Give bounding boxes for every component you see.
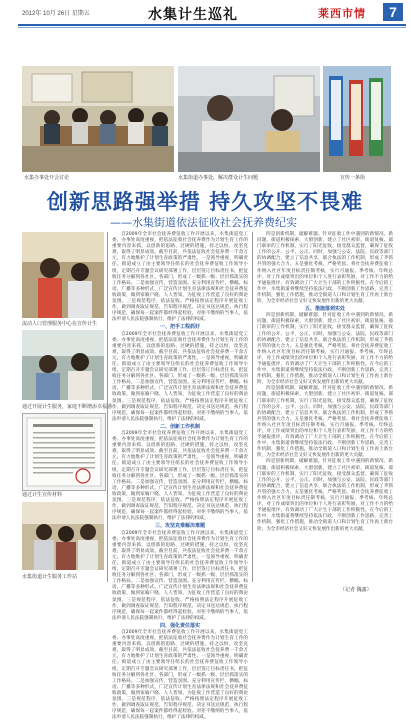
article-column-1-text: 自2009年全市社会抚养费征收工作开展以来，水集街道党工委、办事处高度重视，把依法征收社会抚养费作为计划生育工作的重要内容来抓，以创新的思路、过硬的措施，持之以恒，攻坚克难，取得了明显成效。截至目前，共依法征收社会抚养费一千余万元，有力地维护了计划生育政策的严肃性。一是领导重视，明确责任。街道成立了由主要领导任组长的社会抚养费征收工作领导小组，定期召开专题会议研究部署工作，层层签订目标责任书，把征收任务分解到各社区、各部门，形成了一级抓一级、层层抓落实的工作格局。二是加强宣传，营造氛围。充分利用宣传栏、横幅、标语、广播等多种形式，广泛宣传计划生育法律法规和社会抚养费征收政策，做到家喻户晓、人人皆知，为征收工作营造了良好的舆论氛围。三是规范程序，依法征收。严格按照法定程序开展征收工作，做到调查取证规范、告知程序规范、决定书送达规范、执行程序规范，确保每一起案件都经得起检验。对拒不缴纳的当事人，依法申请人民法院强制执行，维护了法律的权威。 [112,232,248,323]
photo-service [178,66,320,172]
photo-side-3-caption: 通过计生宣传材料 [22,492,63,498]
section-heading: 一、把手工程抓好 [159,324,200,331]
article-column-1-text-repeat: 自2009年全市社会抚养费征收工作开展以来，水集街道党工委、办事处高度重视，把依法征收社会抚养费作为计划生育工作的重要内容来抓，以创新的思路、过硬的措施，持之以恒，攻坚克难，取得了明显成效。截至目前，共依法征收社会抚养费一千余万元，有力地维护了计划生育政策的严肃性。一是领导重视，明确责任。街道成立了由主要领导任组长的社会抚养费征收工作领导小组，定期召开专题会议研究部署工作，层层签订目标责任书，把征收任务分解到各社区、各部门，形成了一级抓一级、层层抓落实的工作格局。二是加强宣传，营造氛围。充分利用宣传栏、横幅、标语、广播等多种形式，广泛宣传计划生育法律法规和社会抚养费征收政策，做到家喻户晓、人人皆知，为征收工作营造了良好的舆论氛围。三是规范程序，依法征收。严格按照法定程序开展征收工作，做到调查取证规范、告知程序规范、决定书送达规范、执行程序规范，确保每一起案件都经得起检验。对拒不缴纳的当事人，依法申请人民法院强制执行，维护了法律的权威。 [112,630,248,721]
section-heading: 二、创新工作机制 [159,423,200,430]
photo-side-1-caption: 流动人口管理服务中心在宣传计生 [22,321,98,327]
section-heading: 四、强化责任落实 [159,622,200,629]
article-column-1 [112,232,248,721]
page-number: 7 [383,3,403,21]
section-heading: 三、攻坚克难解决难题 [154,523,205,530]
section-heading: 五、措施落到实处 [304,306,345,313]
article-column-2 [257,232,393,584]
photo-propaganda-caption: 宣传一条街 [340,175,366,181]
photo-service-caption: 水集街道办事处，解决群众计生问题 [178,175,259,181]
issue-date: 2012年 10月 26日 星期五 [22,11,90,17]
photo-side-2-caption: 通过开展计生服务，家庭不断增添幸福感 [22,404,113,410]
article-column-2-text-repeat: 四是创新机制，破解难题。针对征收工作中遇到的新情况、新问题，街道积极探索，大胆创新，建立了社区初审、街道复核、部门联审的工作机制，实行了阳光征收，接受群众监督，确保了征收工作的公开、公平、公正。同时，加强与公安、法院、民政等部门的协调配合，建立了信息共享、联合执法的工作机制，形成了齐抓共管的强大合力。五是强化考核，严格奖惩。将社会抚养费征收工作纳入社区年度目标责任制考核，实行月通报、季考核、年终总评，对工作成绩突出的单位和个人进行表彰奖励，对工作不力的给予通报批评，有效调动了广大计生干部的工作积极性。在今后的工作中，水集街道将继续坚持依法行政，不断创新工作思路，完善工作机制，强化工作措施，推动全街道人口和计划生育工作再上新台阶，为全市经济社会又好又快发展作出新的更大贡献。 [257,313,393,386]
article-subtitle: ——水集街道依法征收社会抚养费纪实 [110,216,297,229]
article-column-2-text: 四是创新机制，破解难题。针对征收工作中遇到的新情况、新问题，街道积极探索，大胆创新，建立了社区初审、街道复核、部门联审的工作机制，实行了阳光征收，接受群众监督，确保了征收工作的公开、公平、公正。同时，加强与公安、法院、民政等部门的协调配合，建立了信息共享、联合执法的工作机制，形成了齐抓共管的强大合力。五是强化考核，严格奖惩。将社会抚养费征收工作纳入社区年度目标责任制考核，实行月通报、季考核、年终总评，对工作成绩突出的单位和个人进行表彰奖励，对工作不力的给予通报批评，有效调动了广大计生干部的工作积极性。在今后的工作中，水集街道将继续坚持依法行政，不断创新工作思路，完善工作机制，强化工作措施，推动全街道人口和计划生育工作再上新台阶，为全市经济社会又好又快发展作出新的更大贡献。 [257,232,393,305]
page-header [0,0,411,24]
article-column-2-text-repeat: 四是创新机制，破解难题。针对征收工作中遇到的新情况、新问题，街道积极探索，大胆创新，建立了社区初审、街道复核、部门联审的工作机制，实行了阳光征收，接受群众监督，确保了征收工作的公开、公平、公正。同时，加强与公安、法院、民政等部门的协调配合，建立了信息共享、联合执法的工作机制，形成了齐抓共管的强大合力。五是强化考核，严格奖惩。将社会抚养费征收工作纳入社区年度目标责任制考核，实行月通报、季考核、年终总评，对工作成绩突出的单位和个人进行表彰奖励，对工作不力的给予通报批评，有效调动了广大计生干部的工作积极性。在今后的工作中，水集街道将继续坚持依法行政，不断创新工作思路，完善工作机制，强化工作措施，推动全街道人口和计划生育工作再上新台阶，为全市经济社会又好又快发展作出新的更大贡献。 [257,386,393,459]
photo-meeting-caption: 水集办事处开会讨论 [24,175,70,181]
photo-meeting [22,66,174,172]
header-rule-thin [18,27,406,28]
column-separator [107,232,108,582]
photo-side-1 [22,232,104,318]
column-name: 水集计生巡礼 [148,7,238,23]
column-separator [252,232,253,582]
article-column-1-text-repeat: 自2009年全市社会抚养费征收工作开展以来，水集街道党工委、办事处高度重视，把依法征收社会抚养费作为计划生育工作的重要内容来抓，以创新的思路、过硬的措施，持之以恒，攻坚克难，取得了明显成效。截至目前，共依法征收社会抚养费一千余万元，有力地维护了计划生育政策的严肃性。一是领导重视，明确责任。街道成立了由主要领导任组长的社会抚养费征收工作领导小组，定期召开专题会议研究部署工作，层层签订目标责任书，把征收任务分解到各社区、各部门，形成了一级抓一级、层层抓落实的工作格局。二是加强宣传，营造氛围。充分利用宣传栏、横幅、标语、广播等多种形式，广泛宣传计划生育法律法规和社会抚养费征收政策，做到家喻户晓、人人皆知，为征收工作营造了良好的舆论氛围。三是规范程序，依法征收。严格按照法定程序开展征收工作，做到调查取证规范、告知程序规范、决定书送达规范、执行程序规范，确保每一起案件都经得起检验。对拒不缴纳的当事人，依法申请人民法院强制执行，维护了法律的权威。 [112,331,248,422]
article-title: 创新思路强举措 持久攻坚不畏难 [46,190,364,214]
newspaper-brand: 莱西市情 [318,7,366,20]
article-author: （记者 魏鑫） [340,587,372,593]
photo-side-2 [22,330,104,400]
photo-side-4 [22,502,104,570]
photo-propaganda [323,66,391,172]
header-rule [18,24,406,26]
article-column-1-text-repeat: 自2009年全市社会抚养费征收工作开展以来，水集街道党工委、办事处高度重视，把依法征收社会抚养费作为计划生育工作的重要内容来抓，以创新的思路、过硬的措施，持之以恒，攻坚克难，取得了明显成效。截至目前，共依法征收社会抚养费一千余万元，有力地维护了计划生育政策的严肃性。一是领导重视，明确责任。街道成立了由主要领导任组长的社会抚养费征收工作领导小组，定期召开专题会议研究部署工作，层层签订目标责任书，把征收任务分解到各社区、各部门，形成了一级抓一级、层层抓落实的工作格局。二是加强宣传，营造氛围。充分利用宣传栏、横幅、标语、广播等多种形式，广泛宣传计划生育法律法规和社会抚养费征收政策，做到家喻户晓、人人皆知，为征收工作营造了良好的舆论氛围。三是规范程序，依法征收。严格按照法定程序开展征收工作，做到调查取证规范、告知程序规范、决定书送达规范、执行程序规范，确保每一起案件都经得起检验。对拒不缴纳的当事人，依法申请人民法院强制执行，维护了法律的权威。 [112,431,248,522]
photo-side-4-caption: 水集街道计生服务工作站 [22,574,78,580]
article-column-2-text-repeat: 四是创新机制，破解难题。针对征收工作中遇到的新情况、新问题，街道积极探索，大胆创新，建立了社区初审、街道复核、部门联审的工作机制，实行了阳光征收，接受群众监督，确保了征收工作的公开、公平、公正。同时，加强与公安、法院、民政等部门的协调配合，建立了信息共享、联合执法的工作机制，形成了齐抓共管的强大合力。五是强化考核，严格奖惩。将社会抚养费征收工作纳入社区年度目标责任制考核，实行月通报、季考核、年终总评，对工作成绩突出的单位和个人进行表彰奖励，对工作不力的给予通报批评，有效调动了广大计生干部的工作积极性。在今后的工作中，水集街道将继续坚持依法行政，不断创新工作思路，完善工作机制，强化工作措施，推动全街道人口和计划生育工作再上新台阶，为全市经济社会又好又快发展作出新的更大贡献。 [257,459,393,532]
article-column-1-text-repeat: 自2009年全市社会抚养费征收工作开展以来，水集街道党工委、办事处高度重视，把依法征收社会抚养费作为计划生育工作的重要内容来抓，以创新的思路、过硬的措施，持之以恒，攻坚克难，取得了明显成效。截至目前，共依法征收社会抚养费一千余万元，有力地维护了计划生育政策的严肃性。一是领导重视，明确责任。街道成立了由主要领导任组长的社会抚养费征收工作领导小组，定期召开专题会议研究部署工作，层层签订目标责任书，把征收任务分解到各社区、各部门，形成了一级抓一级、层层抓落实的工作格局。二是加强宣传，营造氛围。充分利用宣传栏、横幅、标语、广播等多种形式，广泛宣传计划生育法律法规和社会抚养费征收政策，做到家喻户晓、人人皆知，为征收工作营造了良好的舆论氛围。三是规范程序，依法征收。严格按照法定程序开展征收工作，做到调查取证规范、告知程序规范、决定书送达规范、执行程序规范，确保每一起案件都经得起检验。对拒不缴纳的当事人，依法申请人民法院强制执行，维护了法律的权威。 [112,530,248,621]
photo-side-3-document [22,413,106,491]
